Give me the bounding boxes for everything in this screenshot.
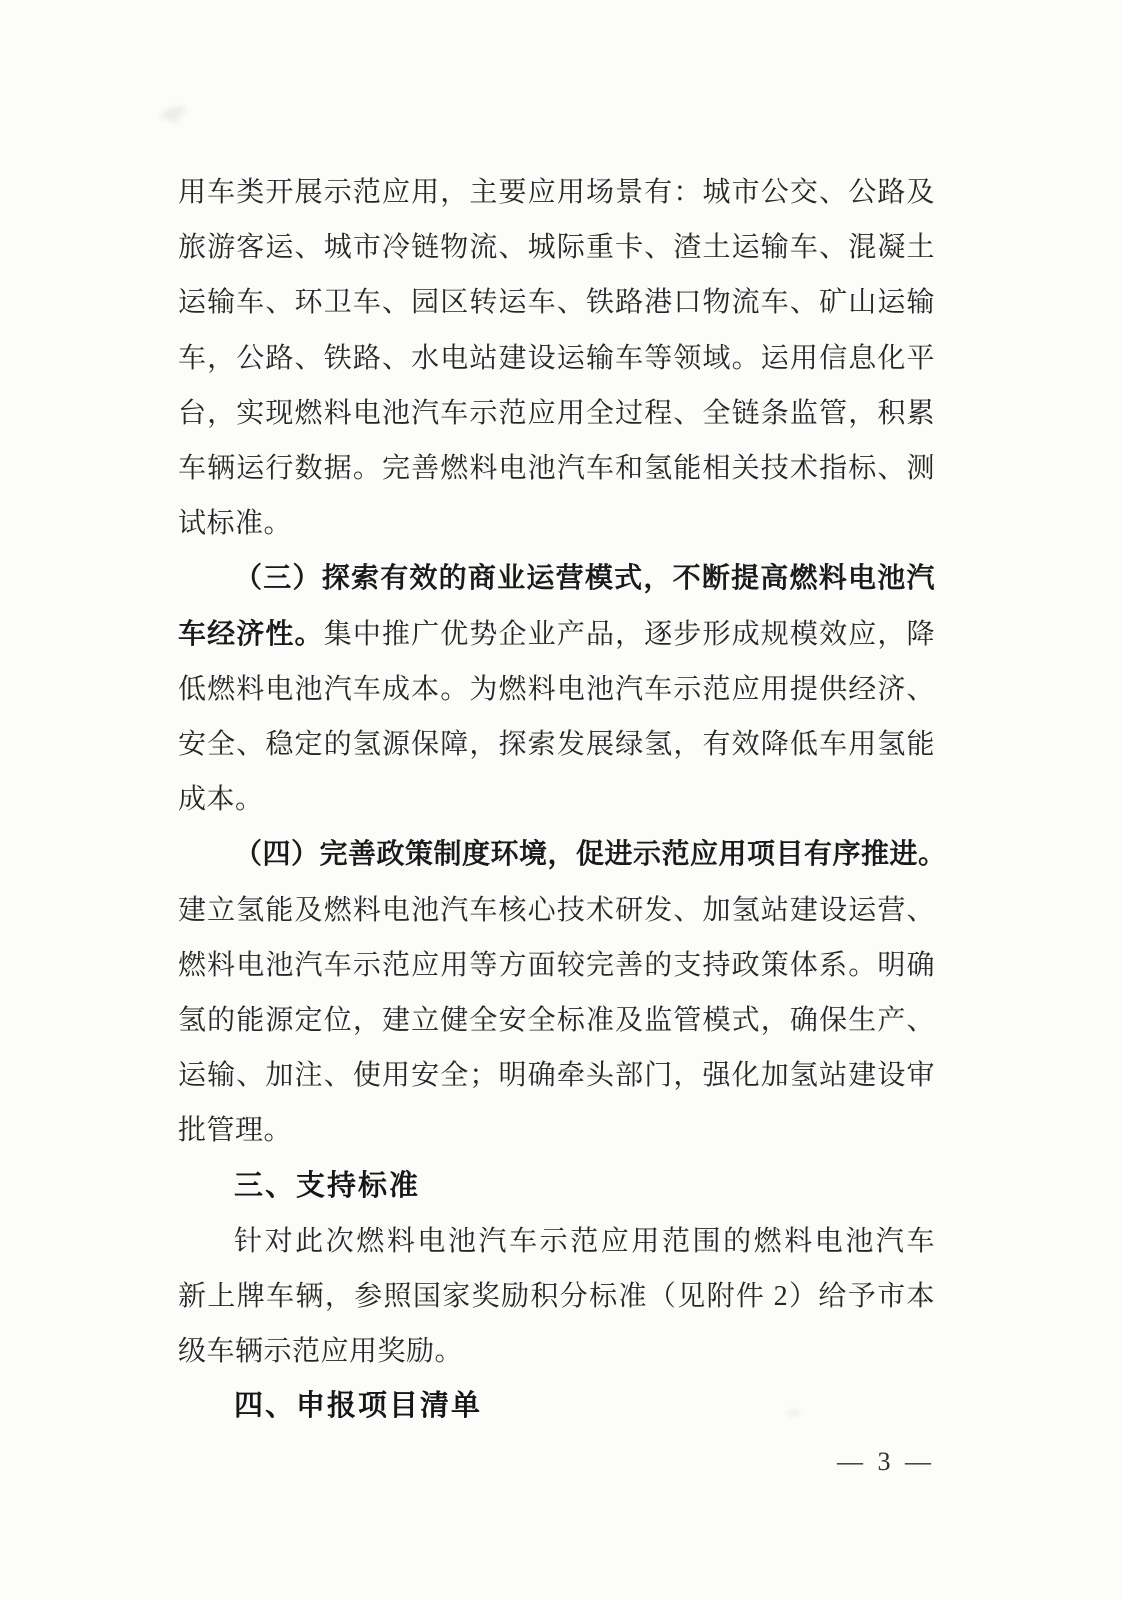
text-line [178,441,935,496]
body-text: 旅游客运、城市冷链物流、城际重卡、渣土运输车、混凝土 [178,232,935,264]
text-line [178,662,935,717]
body-text: 台，实现燃料电池汽车示范应用全过程、全链条监管，积累 [178,397,935,429]
emphasis-text: （三）探索有效的商业运营模式，不断提高燃料电池汽 [234,563,935,595]
text-line [178,1269,935,1324]
emphasis-text: （四）完善政策制度环境，促进示范应用项目有序推进。 [234,839,947,871]
text-line [178,220,935,275]
body-text: 用车类开展示范应用，主要应用场景有：城市公交、公路及 [178,177,935,208]
document-body [178,165,947,1435]
text-line [178,883,935,938]
text-line [178,551,935,606]
text-line [178,496,935,551]
text-line [178,1214,935,1269]
text-line [178,772,935,827]
body-text: 成本。 [178,784,264,816]
body-text: 车，公路、铁路、水电站建设运输车等领域。运用信息化平 [178,342,935,374]
text-line [178,1324,935,1379]
body-text: 运输车、环卫车、园区转运车、铁路港口物流车、矿山运输 [178,287,935,319]
text-line [178,275,935,330]
body-text: 新上牌车辆，参照国家奖励积分标准（见附件 2）给予市本 [178,1281,935,1313]
page-number: — 3 — [837,1447,935,1476]
text-line [178,993,935,1048]
emphasis-text: 车经济性。 [178,618,324,650]
section-heading [178,1159,935,1214]
scan-artifact [169,115,180,124]
text-line [178,938,935,993]
body-text: 燃料电池汽车示范应用等方面较完善的支持政策体系。明确 [178,949,935,981]
body-text: 四、申报项目清单 [234,1390,483,1423]
body-text: 三、支持标准 [234,1169,421,1202]
body-text: 针对此次燃料电池汽车示范应用范围的燃料电池汽车 [234,1225,935,1257]
text-line [178,331,935,386]
paragraph [178,165,935,551]
scan-artifact [159,104,187,122]
text-line [178,827,947,882]
text-line [178,607,935,662]
text-line [178,717,935,772]
body-text: 车辆运行数据。完善燃料电池汽车和氢能相关技术指标、测 [178,453,935,485]
text-line [178,1379,935,1434]
paragraph [178,827,947,1158]
body-text: 集中推广优势企业产品，逐步形成规模效应，降 [323,618,935,650]
text-line [178,1103,935,1158]
text-line [178,165,935,220]
body-text: 运输、加注、使用安全；明确牵头部门，强化加氢站建设审 [178,1060,935,1092]
section-heading [178,1379,935,1434]
text-line [178,1159,935,1214]
paragraph [178,1214,935,1380]
body-text: 批管理。 [178,1115,293,1147]
body-text: 建立氢能及燃料电池汽车核心技术研发、加氢站建设运营、 [178,894,935,926]
paragraph [178,551,935,827]
text-line [178,1048,935,1103]
body-text: 试标准。 [178,508,293,540]
body-text: 级车辆示范应用奖励。 [178,1336,464,1368]
text-line [178,386,935,441]
body-text: 低燃料电池汽车成本。为燃料电池汽车示范应用提供经济、 [178,673,935,705]
body-text: 氢的能源定位，建立健全安全标准及监管模式，确保生产、 [178,1005,935,1037]
body-text: 安全、稳定的氢源保障，探索发展绿氢，有效降低车用氢能 [178,729,935,761]
